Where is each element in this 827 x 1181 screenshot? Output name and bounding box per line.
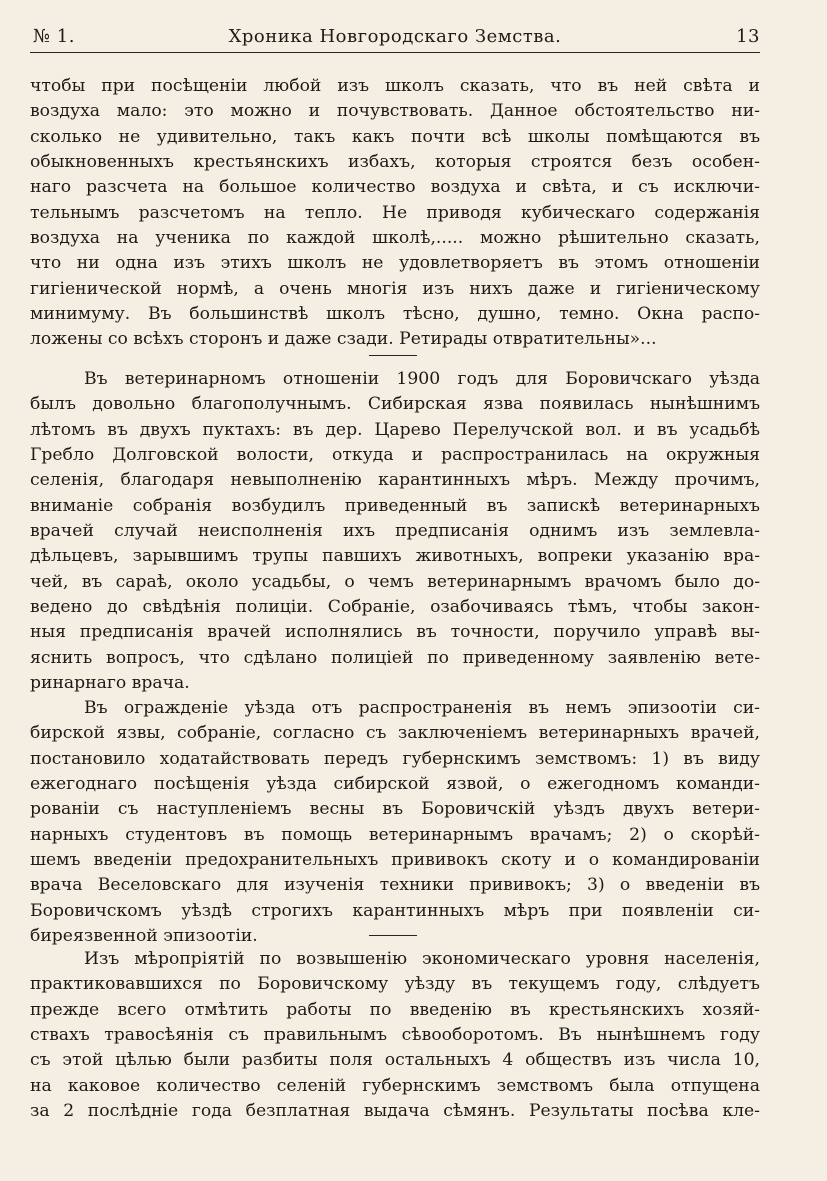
text-line: воздуха на ученика по каждой школѣ,..... можно рѣшительно сказать, bbox=[30, 228, 760, 249]
text-line: Изъ мѣропріятій по возвышенію экономическаго уровня населенія, bbox=[84, 949, 760, 969]
text-line: минимуму. Въ большинствѣ школъ тѣсно, душно, темно. Окна распо- bbox=[30, 304, 760, 325]
text-line: ныя предписанія врачей исполнялись въ точности, поручило управѣ вы- bbox=[30, 622, 760, 643]
text-line: постановило ходатайствовать передъ губернскимъ земствомъ: 1) въ виду bbox=[30, 748, 760, 769]
paragraph-4 bbox=[30, 947, 760, 1124]
text-line: Въ ветеринарномъ отношеніи 1900 годъ для Боровичскаго уѣзда bbox=[84, 369, 760, 389]
text-line: гигіенической нормѣ, а очень многія изъ нихъ даже и гигіеническому bbox=[30, 278, 760, 299]
paragraph-2-text bbox=[30, 367, 760, 696]
section-divider bbox=[369, 355, 417, 356]
page-header bbox=[30, 20, 760, 56]
text-line: селенія, благодаря невыполненію карантинныхъ мѣръ. Между прочимъ, bbox=[30, 470, 760, 491]
text-line: воздуха мало: это можно и почувствовать. Данное обстоятельство ни- bbox=[30, 101, 760, 122]
running-title: Хроника Новгородскаго Земства. bbox=[228, 26, 562, 47]
text-line: обыкновенныхъ крестьянскихъ избахъ, которыя строятся безъ особен- bbox=[30, 152, 760, 173]
text-line: вниманіе собранія возбудилъ приведенный въ запискѣ ветеринарныхъ bbox=[30, 495, 760, 516]
text-line: былъ довольно благополучнымъ. Сибирская язва появилась нынѣшнимъ bbox=[30, 394, 760, 415]
text-line: Въ огражденіе уѣзда отъ распространенія въ немъ эпизоотіи си- bbox=[84, 698, 760, 718]
header-rule bbox=[30, 52, 760, 53]
text-line: Гребло Долговской волости, откуда и распространилась на окружныя bbox=[30, 445, 760, 466]
paragraph-3-text bbox=[30, 696, 760, 949]
text-line: ринарнаго врача. bbox=[30, 673, 190, 694]
text-line: ведено до свѣдѣнія полиціи. Собраніе, озабочиваясь тѣмъ, чтобы закон- bbox=[30, 597, 760, 618]
paragraph-2 bbox=[30, 367, 760, 696]
section-divider bbox=[369, 935, 417, 936]
text-line: чтобы при посѣщеніи любой изъ школъ сказать, что въ ней свѣта и bbox=[30, 76, 760, 96]
text-line: ствахъ травосѣянія съ правильнымъ сѣвооборотомъ. Въ нынѣшнемъ году bbox=[30, 1025, 760, 1046]
text-line: ежегоднаго посѣщенія уѣзда сибирской язвой, о ежегодномъ команди- bbox=[30, 774, 760, 795]
paragraph-1 bbox=[30, 74, 760, 353]
text-line: бирской язвы, собраніе, согласно съ заключеніемъ ветеринарныхъ врачей, bbox=[30, 723, 760, 744]
text-line: тельнымъ разсчетомъ на тепло. Не приводя кубическаго содержанія bbox=[30, 202, 760, 223]
text-line: что ни одна изъ этихъ школъ не удовлетворяетъ въ этомъ отношеніи bbox=[30, 253, 760, 274]
text-line: Боровичскомъ уѣздѣ строгихъ карантинныхъ мѣръ при появленіи си- bbox=[30, 900, 760, 921]
paragraph-4-text bbox=[30, 947, 760, 1124]
text-line: съ этой цѣлью были разбиты поля остальныхъ 4 обществъ изъ числа 10, bbox=[30, 1050, 760, 1071]
text-line: нарныхъ студентовъ въ помощь ветеринарнымъ врачамъ; 2) о скорѣй- bbox=[30, 824, 760, 845]
page-number: 13 bbox=[736, 26, 760, 47]
paragraph-1-text bbox=[30, 74, 760, 353]
text-line: врача Веселовскаго для изученія техники прививокъ; 3) о введеніи въ bbox=[30, 875, 760, 896]
text-line: прежде всего отмѣтить работы по введенію въ крестьянскихъ хозяй- bbox=[30, 999, 760, 1020]
text-line: за 2 послѣдніе года безплатная выдача сѣмянъ. Результаты посѣва кле- bbox=[30, 1101, 760, 1122]
text-line: на каковое количество селеній губернскимъ земствомъ была отпущена bbox=[30, 1075, 760, 1096]
text-line: яснить вопросъ, что сдѣлано полиціей по приведенному заявленію вете- bbox=[30, 647, 760, 668]
text-line: лѣтомъ въ двухъ пуктахъ: въ дер. Царево Перелучской вол. и въ усадьбѣ bbox=[30, 419, 760, 440]
text-line: чей, въ сараѣ, около усадьбы, о чемъ ветеринарнымъ врачомъ было до- bbox=[30, 571, 760, 592]
text-line: дѣльцевъ, зарывшимъ трупы павшихъ животныхъ, вопреки указанію вра- bbox=[30, 546, 760, 567]
text-line: шемъ введеніи предохранительныхъ прививокъ скоту и о командированіи bbox=[30, 850, 760, 871]
text-line: ложены со всѣхъ сторонъ и даже сзади. Ретирады отвратительны»... bbox=[30, 329, 657, 350]
text-line: наго разсчета на большое количество воздуха и свѣта, и съ исключи- bbox=[30, 177, 760, 198]
text-line: врачей случай неисполненія ихъ предписанія однимъ изъ землевла- bbox=[30, 521, 760, 542]
issue-number: № 1. bbox=[33, 26, 75, 47]
text-line: практиковавшихся по Боровичскому уѣзду въ текущемъ году, слѣдуетъ bbox=[30, 974, 760, 995]
text-line: бирeязвенной эпизоотіи. bbox=[30, 926, 258, 947]
paragraph-3 bbox=[30, 696, 760, 949]
text-line: рованіи съ наступленіемъ весны въ Боровичскій уѣздъ двухъ ветери- bbox=[30, 799, 760, 820]
text-line: сколько не удивительно, такъ какъ почти всѣ школы помѣщаются въ bbox=[30, 126, 760, 147]
